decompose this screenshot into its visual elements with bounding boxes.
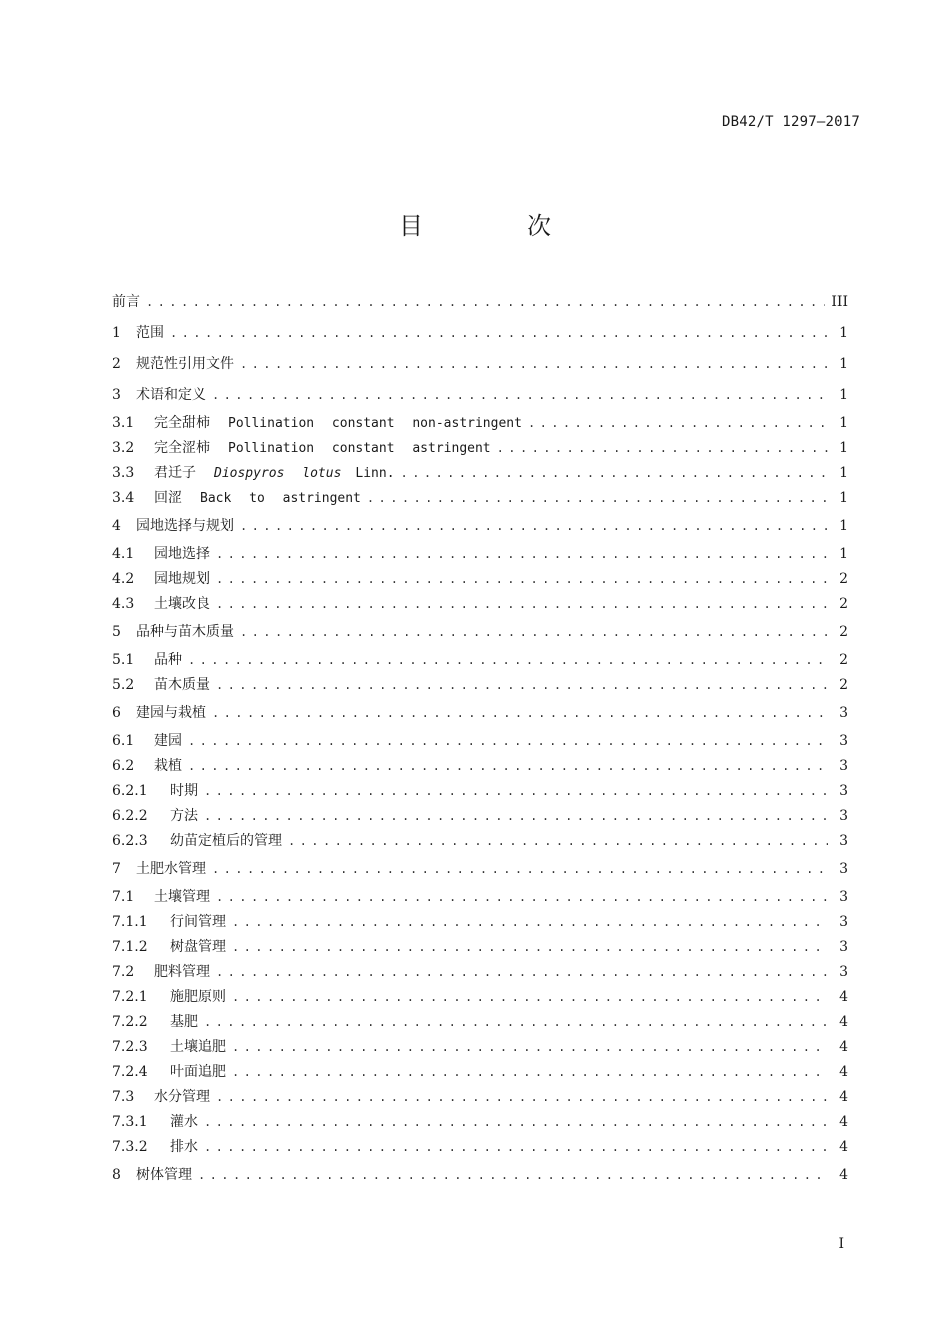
dot-leader xyxy=(216,567,828,592)
toc-entry-text: 园地选择与规划 xyxy=(136,518,234,534)
toc-entry-page: 1 xyxy=(839,325,848,341)
toc-entry-text: 排水 xyxy=(170,1139,198,1155)
toc-entry[interactable] xyxy=(112,1060,852,1085)
dot-leader xyxy=(232,1035,828,1060)
toc-entry-text: 土肥水管理 xyxy=(136,861,206,877)
toc-entry-english-suffix: Linn. xyxy=(355,466,395,481)
toc-entry-text: 前言 xyxy=(112,294,140,310)
toc-entry-text: 土壤追肥 xyxy=(170,1039,226,1055)
dot-leader xyxy=(212,380,828,411)
toc-entry-text: 园地规划 xyxy=(154,571,210,587)
toc-entry-number: 7 xyxy=(112,861,121,877)
toc-entry-number: 7.1 xyxy=(112,889,135,905)
toc-entry-text: 栽植 xyxy=(154,758,182,774)
toc-entry[interactable] xyxy=(112,592,852,617)
toc-entry-page: 1 xyxy=(839,518,848,534)
toc-entry-page: 3 xyxy=(839,705,848,721)
page-title: 目 次 xyxy=(399,212,591,240)
toc-entry-number: 6.2.1 xyxy=(112,783,148,799)
toc-entry[interactable] xyxy=(112,1085,852,1110)
dot-leader xyxy=(216,592,828,617)
toc-entry-page: 2 xyxy=(839,652,848,668)
toc-entry[interactable] xyxy=(112,287,852,318)
toc-entry-number: 7.2.1 xyxy=(112,989,148,1005)
toc-entry[interactable] xyxy=(112,486,852,511)
toc-entry-english: Diospyros lotus xyxy=(214,466,342,481)
toc-entry-label xyxy=(112,885,210,910)
toc-entry-text: 幼苗定植后的管理 xyxy=(170,833,282,849)
toc-entry-label xyxy=(112,287,140,318)
toc-entry-number: 7.2.2 xyxy=(112,1014,148,1030)
toc-entry[interactable] xyxy=(112,1010,852,1035)
toc-entry-label xyxy=(112,617,234,648)
toc-entry-number: 3.3 xyxy=(112,465,135,481)
dot-leader xyxy=(204,779,828,804)
dot-leader xyxy=(232,910,828,935)
dot-leader xyxy=(212,854,828,885)
dot-leader xyxy=(216,542,828,567)
dot-leader xyxy=(204,1110,828,1135)
toc-entry-page: 4 xyxy=(839,1039,848,1055)
dot-leader xyxy=(204,1010,828,1035)
toc-entry-text: 建园与栽植 xyxy=(136,705,206,721)
toc-entry[interactable] xyxy=(112,436,852,461)
toc-entry-text: 园地选择 xyxy=(154,546,210,562)
toc-entry-page: 4 xyxy=(839,1064,848,1080)
dot-leader xyxy=(188,648,828,673)
toc-entry-label xyxy=(112,804,198,829)
toc-entry-label xyxy=(112,1135,198,1160)
toc-entry-label xyxy=(112,461,395,486)
toc-entry-page: 4 xyxy=(839,1167,848,1183)
toc-entry-text: 行间管理 xyxy=(170,914,226,930)
toc-entry-text: 灌水 xyxy=(170,1114,198,1130)
toc-entry-page: 1 xyxy=(839,415,848,431)
toc-entry-label xyxy=(112,511,234,542)
toc-entry-number: 1 xyxy=(112,325,121,341)
toc-entry-number: 6.2.3 xyxy=(112,833,148,849)
toc-entry-page: 4 xyxy=(839,1114,848,1130)
toc-entry[interactable] xyxy=(112,854,852,885)
dot-leader xyxy=(232,1060,828,1085)
toc-entry-page: 2 xyxy=(839,624,848,640)
toc-entry-page: 1 xyxy=(839,546,848,562)
toc-entry-page: 1 xyxy=(839,356,848,372)
toc-entry-text: 完全涩柿 xyxy=(154,440,210,456)
toc-entry-number: 6 xyxy=(112,705,121,721)
toc-entry-page: 2 xyxy=(839,571,848,587)
toc-entry-number: 6.2.2 xyxy=(112,808,148,824)
toc-entry-number: 6.1 xyxy=(112,733,135,749)
toc-entry[interactable] xyxy=(112,411,852,436)
dot-leader xyxy=(240,617,828,648)
toc-entry-text: 树体管理 xyxy=(136,1167,192,1183)
toc-entry-label xyxy=(112,1035,226,1060)
document-code: DB42/T 1297—2017 xyxy=(721,114,860,130)
toc-entry-text: 完全甜柿 xyxy=(154,415,210,431)
toc-entry[interactable] xyxy=(112,804,852,829)
toc-entry[interactable] xyxy=(112,617,852,648)
page-number: I xyxy=(838,1236,844,1252)
toc-entry-page: 3 xyxy=(839,889,848,905)
toc-entry[interactable] xyxy=(112,318,852,349)
toc-entry[interactable] xyxy=(112,935,852,960)
toc-entry-number: 2 xyxy=(112,356,121,372)
toc-entry-page: 3 xyxy=(839,733,848,749)
toc-entry[interactable] xyxy=(112,648,852,673)
dot-leader xyxy=(188,754,828,779)
toc-entry-label xyxy=(112,910,226,935)
dot-leader xyxy=(146,287,825,318)
toc-entry-text: 土壤改良 xyxy=(154,596,210,612)
toc-entry-english: Pollination constant astringent xyxy=(228,441,491,456)
toc-entry-text: 施肥原则 xyxy=(170,989,226,1005)
toc-entry-label xyxy=(112,1060,226,1085)
toc-entry-label xyxy=(112,854,206,885)
toc-entry-text: 品种 xyxy=(154,652,182,668)
toc-entry-text: 水分管理 xyxy=(154,1089,210,1105)
toc-entry[interactable] xyxy=(112,910,852,935)
toc-entry-label xyxy=(112,673,210,698)
dot-leader xyxy=(240,349,828,380)
toc-entry-label xyxy=(112,542,210,567)
toc-entry-number: 7.2.3 xyxy=(112,1039,148,1055)
dot-leader xyxy=(288,829,828,854)
toc-entry-label xyxy=(112,436,491,461)
toc-entry-number: 5.2 xyxy=(112,677,135,693)
dot-leader xyxy=(216,960,828,985)
toc-entry-label xyxy=(112,380,206,411)
toc-entry-page: 3 xyxy=(839,964,848,980)
toc-entry-label xyxy=(112,1110,198,1135)
toc-entry[interactable] xyxy=(112,829,852,854)
toc-entry-text: 叶面追肥 xyxy=(170,1064,226,1080)
toc-entry-page: 3 xyxy=(839,861,848,877)
toc-entry-number: 5 xyxy=(112,624,121,640)
toc-entry-label xyxy=(112,648,182,673)
toc-entry-number: 7.1.1 xyxy=(112,914,148,930)
toc-entry-label xyxy=(112,1010,198,1035)
toc-entry-label xyxy=(112,935,226,960)
toc-entry-page: 3 xyxy=(839,914,848,930)
dot-leader xyxy=(204,804,828,829)
toc-entry[interactable] xyxy=(112,779,852,804)
toc-entry-number: 4.2 xyxy=(112,571,135,587)
toc-entry[interactable] xyxy=(112,1160,852,1191)
toc-entry[interactable] xyxy=(112,754,852,779)
toc-entry-text: 肥料管理 xyxy=(154,964,210,980)
toc-entry-text: 时期 xyxy=(170,783,198,799)
toc-entry-page: 4 xyxy=(839,1089,848,1105)
toc-entry-label xyxy=(112,779,198,804)
toc-entry-page: 3 xyxy=(839,939,848,955)
toc-entry-page: 4 xyxy=(839,1014,848,1030)
dot-leader xyxy=(232,935,828,960)
dot-leader xyxy=(170,318,828,349)
toc-entry[interactable] xyxy=(112,567,852,592)
dot-leader xyxy=(216,673,828,698)
toc-entry-number: 4 xyxy=(112,518,121,534)
toc-entry-number: 3.4 xyxy=(112,490,135,506)
toc-entry[interactable] xyxy=(112,960,852,985)
toc-entry-label xyxy=(112,592,210,617)
toc-entry[interactable] xyxy=(112,542,852,567)
dot-leader xyxy=(216,885,828,910)
toc-entry-text: 规范性引用文件 xyxy=(136,356,234,372)
toc-entry-label xyxy=(112,349,234,380)
toc-entry-label xyxy=(112,985,226,1010)
toc-entry[interactable] xyxy=(112,673,852,698)
toc-entry[interactable] xyxy=(112,1135,852,1160)
toc-entry[interactable] xyxy=(112,698,852,729)
toc-entry-text: 方法 xyxy=(170,808,198,824)
toc-entry-page: III xyxy=(831,294,848,310)
toc-entry-number: 8 xyxy=(112,1167,121,1183)
toc-entry-label xyxy=(112,567,210,592)
toc-entry-number: 7.3.2 xyxy=(112,1139,148,1155)
dot-leader xyxy=(216,1085,828,1110)
toc-entry-number: 7.2 xyxy=(112,964,135,980)
dot-leader xyxy=(198,1160,828,1191)
toc-entry-number: 3 xyxy=(112,387,121,403)
toc-entry[interactable] xyxy=(112,349,852,380)
dot-leader xyxy=(232,985,828,1010)
toc-entry[interactable] xyxy=(112,461,852,486)
toc-entry-text: 苗木质量 xyxy=(154,677,210,693)
toc-entry-english: Back to astringent xyxy=(200,491,361,506)
toc-entry-number: 4.3 xyxy=(112,596,135,612)
toc-entry-label xyxy=(112,1160,192,1191)
toc-entry-number: 3.2 xyxy=(112,440,135,456)
dot-leader xyxy=(401,461,828,486)
toc-entry-text: 树盘管理 xyxy=(170,939,226,955)
toc-entry-text: 范围 xyxy=(136,325,164,341)
toc-entry-label xyxy=(112,829,282,854)
toc-entry-page: 3 xyxy=(839,808,848,824)
toc-entry-text: 基肥 xyxy=(170,1014,198,1030)
toc-entry[interactable] xyxy=(112,985,852,1010)
toc-entry-page: 1 xyxy=(839,490,848,506)
toc-entry-number: 4.1 xyxy=(112,546,135,562)
dot-leader xyxy=(212,698,828,729)
toc-entry-text: 术语和定义 xyxy=(136,387,206,403)
toc-entry-page: 4 xyxy=(839,989,848,1005)
toc-entry-label xyxy=(112,411,522,436)
toc-entry-text: 土壤管理 xyxy=(154,889,210,905)
dot-leader xyxy=(188,729,828,754)
toc-entry-english: Pollination constant non-astringent xyxy=(228,416,522,431)
toc-entry-label xyxy=(112,486,361,511)
toc-entry-label xyxy=(112,318,164,349)
dot-leader xyxy=(367,486,828,511)
dot-leader xyxy=(240,511,828,542)
toc-entry-page: 3 xyxy=(839,783,848,799)
toc-entry-page: 2 xyxy=(839,677,848,693)
toc-entry[interactable] xyxy=(112,380,852,411)
toc-entry-number: 3.1 xyxy=(112,415,135,431)
toc-entry-number: 5.1 xyxy=(112,652,135,668)
toc-entry-page: 1 xyxy=(839,440,848,456)
toc-entry-label xyxy=(112,754,182,779)
dot-leader xyxy=(528,411,828,436)
toc-entry-label xyxy=(112,729,182,754)
toc-entry[interactable] xyxy=(112,1035,852,1060)
toc-entry-number: 7.3 xyxy=(112,1089,135,1105)
toc-entry-text: 品种与苗木质量 xyxy=(136,624,234,640)
toc-entry-label xyxy=(112,698,206,729)
toc-entry[interactable] xyxy=(112,885,852,910)
toc-entry-text: 回涩 xyxy=(154,490,182,506)
toc-entry[interactable] xyxy=(112,1110,852,1135)
toc-entry-label xyxy=(112,1085,210,1110)
toc-entry-page: 4 xyxy=(839,1139,848,1155)
toc-entry-number: 7.2.4 xyxy=(112,1064,148,1080)
toc-entry-number: 7.3.1 xyxy=(112,1114,148,1130)
toc-entry-number: 7.1.2 xyxy=(112,939,148,955)
toc-entry[interactable] xyxy=(112,511,852,542)
dot-leader xyxy=(204,1135,828,1160)
toc-entry-label xyxy=(112,960,210,985)
toc-entry[interactable] xyxy=(112,729,852,754)
toc-entry-page: 2 xyxy=(839,596,848,612)
dot-leader xyxy=(497,436,828,461)
toc-entry-page: 3 xyxy=(839,758,848,774)
toc-entry-page: 1 xyxy=(839,465,848,481)
toc-entry-text: 建园 xyxy=(154,733,182,749)
toc-entry-number: 6.2 xyxy=(112,758,135,774)
toc-entry-text: 君迁子 xyxy=(154,465,196,481)
toc-entry-page: 1 xyxy=(839,387,848,403)
table-of-contents xyxy=(112,287,852,1191)
toc-entry-page: 3 xyxy=(839,833,848,849)
